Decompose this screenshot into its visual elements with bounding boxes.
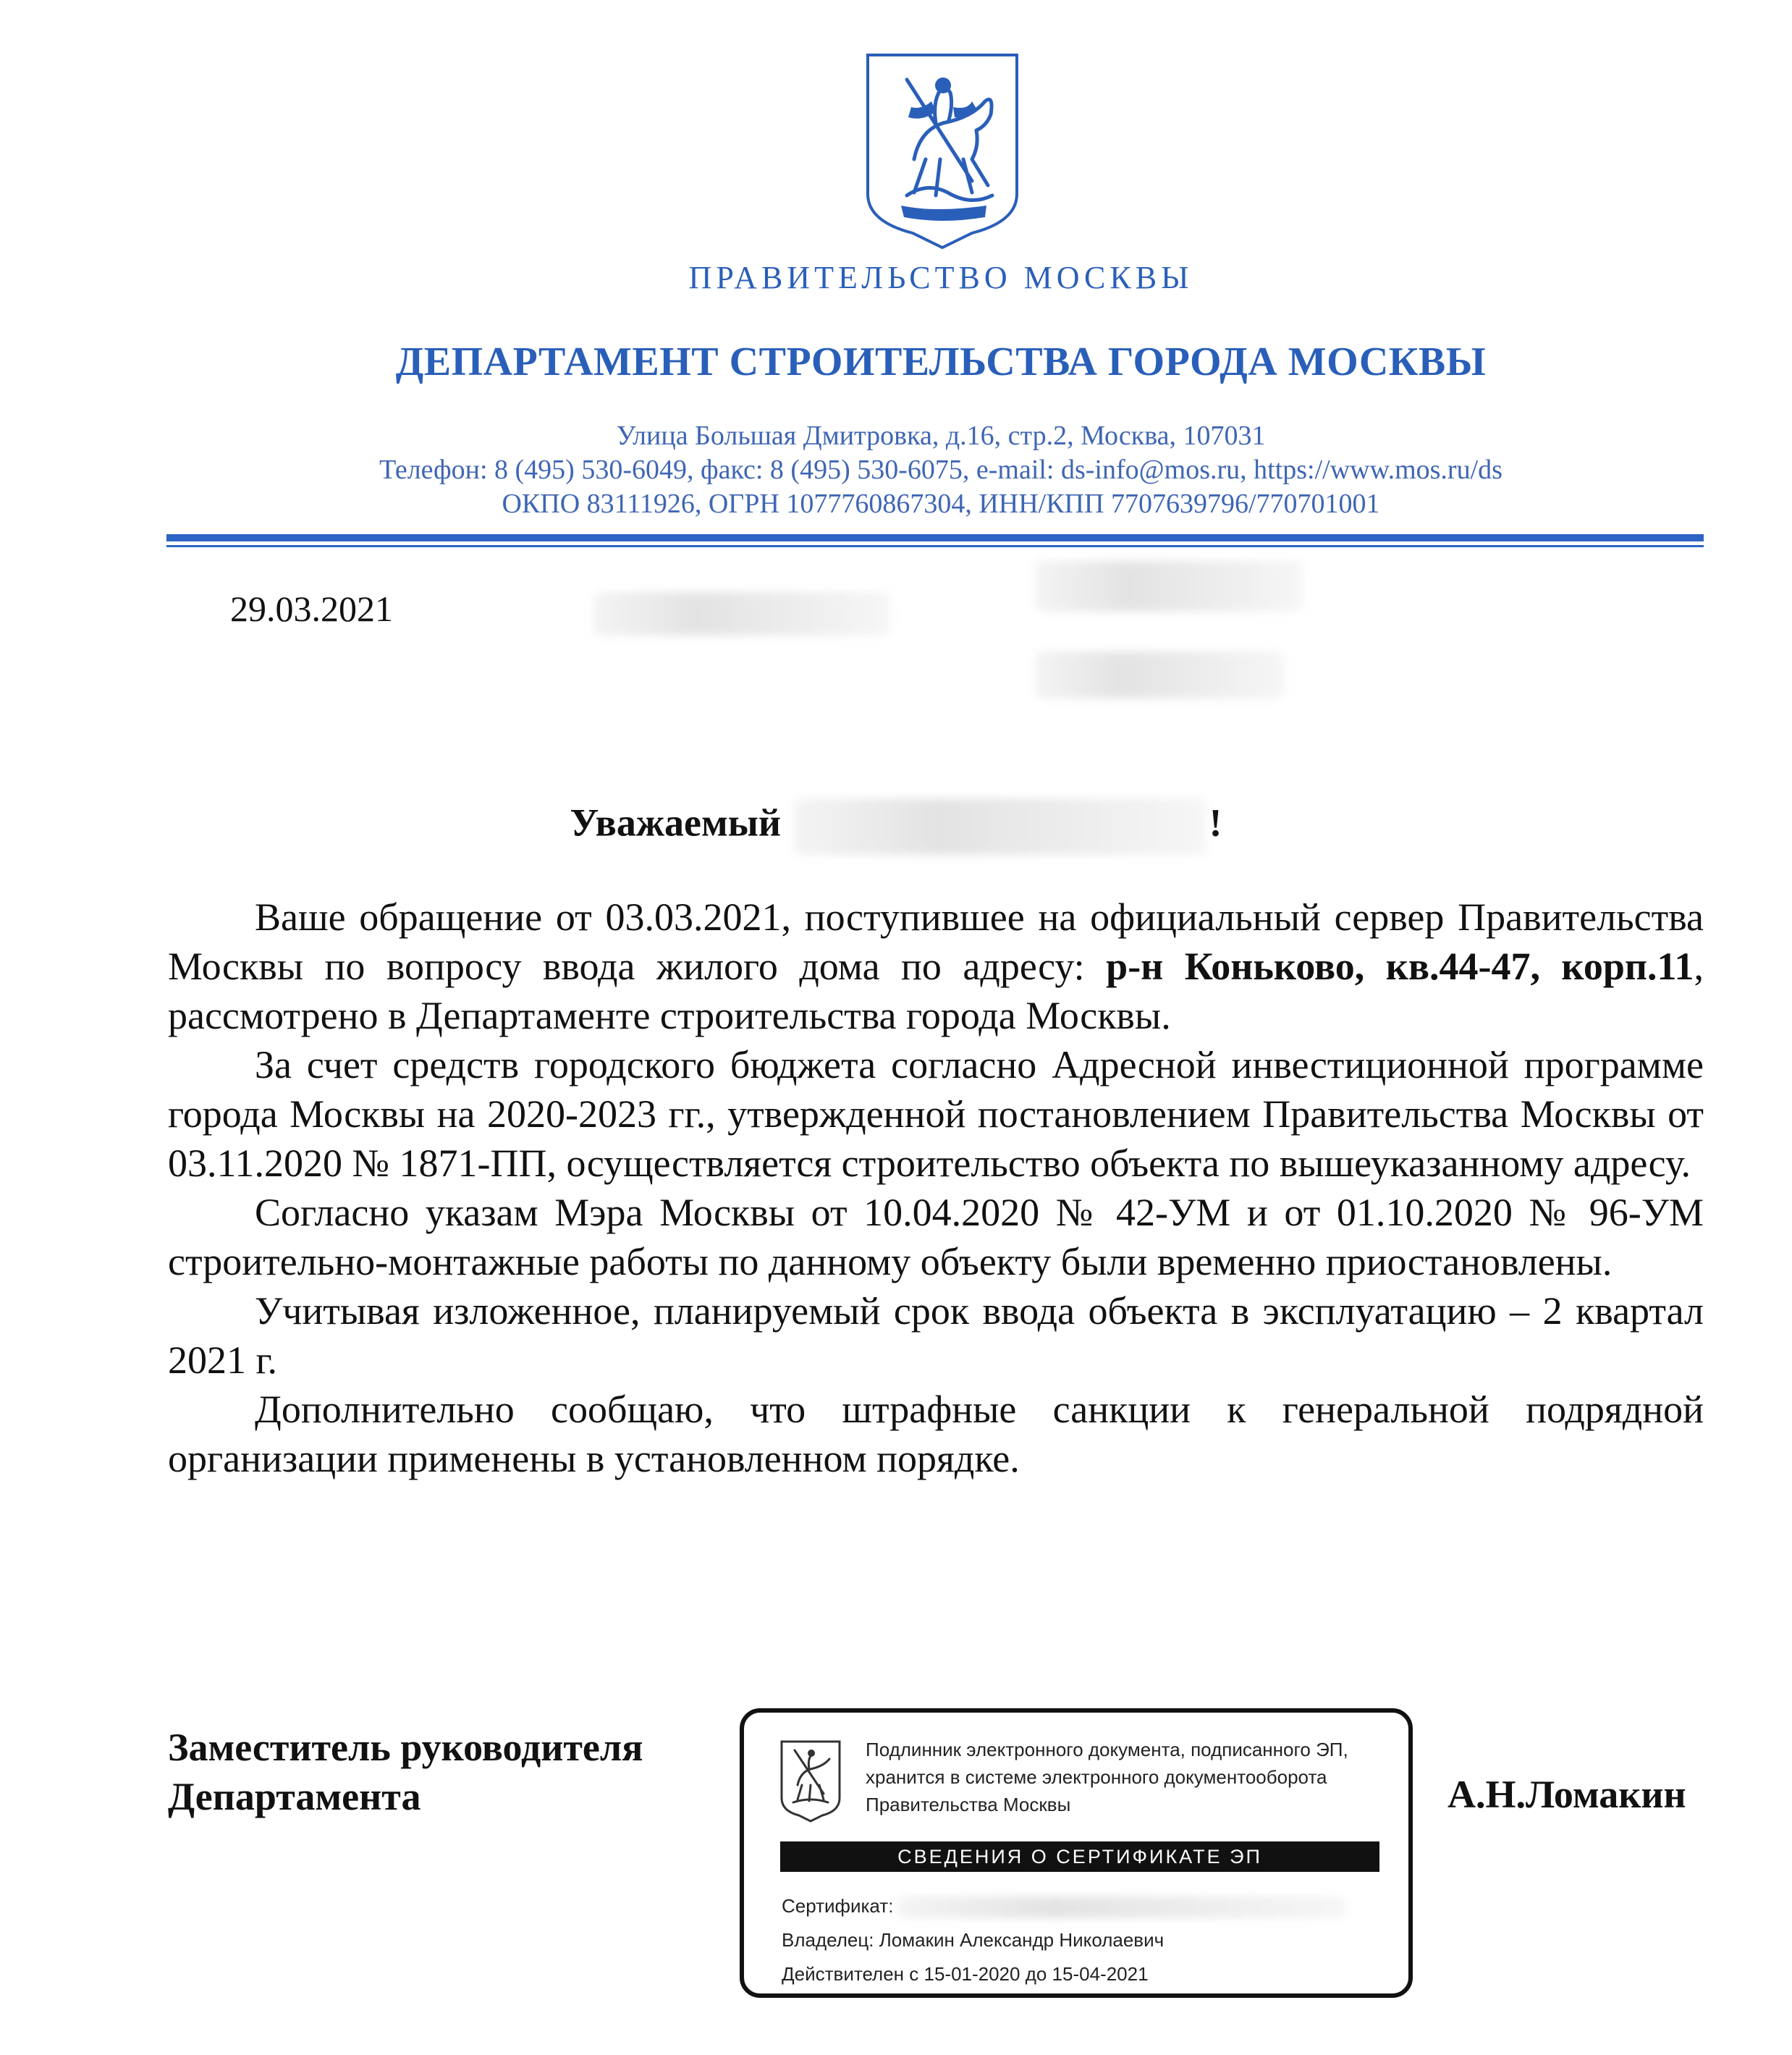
electronic-signature-stamp (740, 1708, 1413, 1998)
stamp-note: Подлинник электронного документа, подписанного ЭП, хранится в системе электронного документооборота Правительства Москвы (866, 1739, 1348, 1815)
signatory-position-line-1: Заместитель руководителя (168, 1726, 643, 1769)
department-contacts: Телефон: 8 (495) 530-6049, факс: 8 (495) 530-6075, e-mail: ds-info@mos.ru, https://www.mos.ru/ds (379, 455, 1503, 485)
paragraph-5: Дополнительно сообщаю, что штрафные санкции к генеральной подрядной организации применены в установленном порядке. (168, 1388, 1704, 1480)
government-title: ПРАВИТЕЛЬСТВО МОСКВЫ (688, 260, 1193, 295)
greeting (0, 798, 1792, 855)
redacted-recipient-email (1035, 651, 1285, 699)
paragraph-1-text-a: Ваше обращение от 03.03.2021, поступившее на официальный сервер Правительства Москвы по вопросу ввода жилого дома по адресу: (168, 895, 1704, 988)
paragraph-4: Учитывая изложенное, планируемый срок ввода объекта в эксплуатацию – 2 квартал 2021 г. (168, 1289, 1704, 1382)
redacted-certificate-number (897, 1896, 1346, 1918)
certificate-row (782, 1889, 1346, 1923)
paragraph-1 (168, 893, 1704, 1040)
department-address: Улица Большая Дмитровка, д.16, стр.2, Москва, 107031 (616, 421, 1266, 451)
header-divider (166, 534, 1704, 541)
certificate-validity: Действителен с 15-01-2020 до 15-04-2021 (782, 1963, 1149, 1985)
object-address: р-н Коньково, кв.44-47, корп.11 (1106, 945, 1694, 988)
paragraph-3: Согласно указам Мэра Москвы от 10.04.2020 № 42-УМ и от 01.10.2020 № 96-УМ строительно-монтажные работы по данному объекту были временно приостановлены. (168, 1191, 1704, 1283)
certificate-owner: Владелец: Ломакин Александр Николаевич (782, 1929, 1165, 1951)
certificate-details (782, 1889, 1346, 1991)
letter-body (168, 893, 1704, 1483)
paragraph-2: За счет средств городского бюджета согласно Адресной инвестиционной программе города Москвы на 2020-2023 гг., утвержденной постановлением Правительства Москвы от 03.11.2020 № 1871-ПП, осуществляется строительство объекта по вышеуказанному адресу. (168, 1043, 1704, 1185)
certificate-info-bar: СВЕДЕНИЯ О СЕРТИФИКАТЕ ЭП (780, 1841, 1379, 1872)
signatory-name: А.Н.Ломакин (1447, 1773, 1686, 1816)
department-title: ДЕПАРТАМЕНТ СТРОИТЕЛЬСТВА ГОРОДА МОСКВЫ (395, 339, 1487, 384)
header-divider-thin (166, 545, 1704, 547)
department-codes: ОКПО 83111926, ОГРН 1077760867304, ИНН/КПП 7707639796/770701001 (502, 489, 1380, 519)
redacted-addressee-name (794, 798, 1206, 855)
signatory-position-line-2: Департамента (168, 1775, 421, 1818)
signatory-position (168, 1723, 643, 1821)
certificate-label: Сертификат: (782, 1895, 894, 1917)
redacted-recipient-name (1035, 561, 1303, 612)
greeting-prefix: Уважаемый (570, 801, 782, 845)
letter-date: 29.03.2021 (230, 588, 393, 629)
moscow-coat-of-arms (863, 51, 1021, 252)
paragraph-1-text-b: , рассмотрено в Департаменте строительства города Москвы. (168, 945, 1704, 1037)
redacted-reference-number (593, 592, 890, 636)
stamp-coat-of-arms-icon (779, 1739, 842, 1824)
greeting-suffix: ! (1209, 801, 1222, 845)
